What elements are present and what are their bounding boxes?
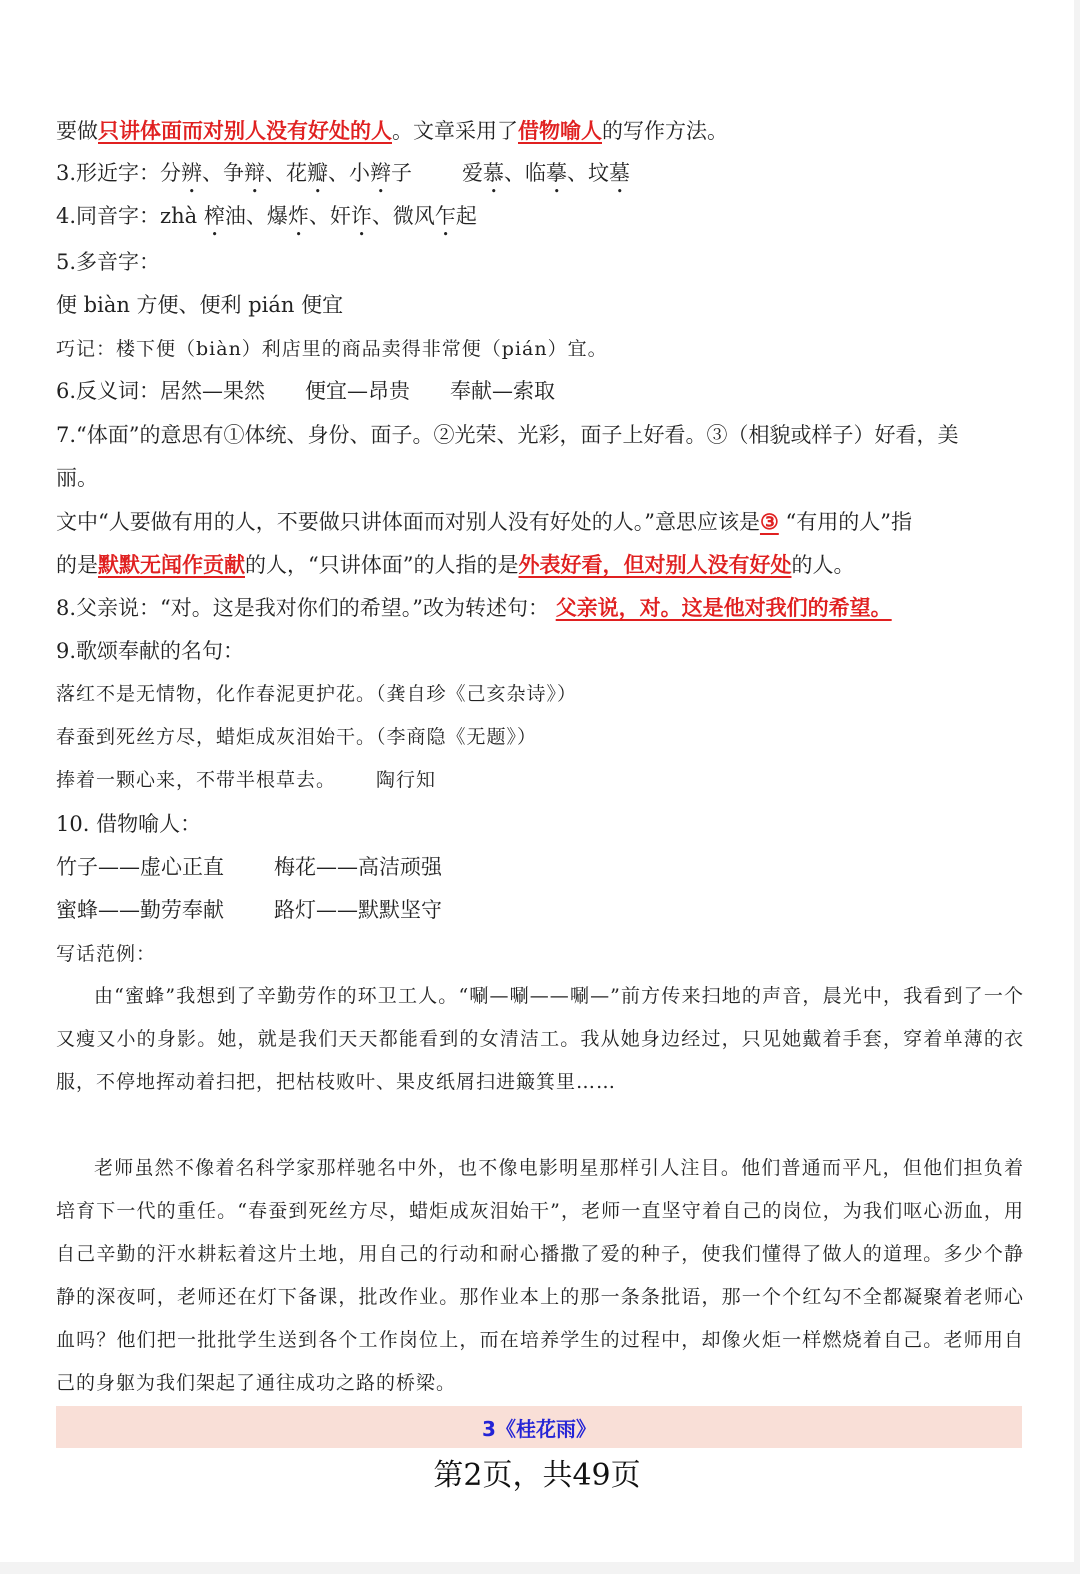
line-7-meaning: 7.“体面”的意思有①体统、身份、面子。②光荣、光彩，面子上好看。③（相貌或样子）好看，美	[56, 423, 959, 447]
line-10-label: 10. 借物喻人：	[56, 812, 202, 836]
line-7-context: 文中“人要做有用的人，不要做只讲体面而对别人没有好处的人。”意思应该是③ “有用的人”指	[56, 509, 912, 534]
line-6-antonyms: 6.反义词：居然—果然 便宜—昂贵 奉献—索取	[56, 379, 556, 403]
page-footer: 第2页，共49页	[433, 1458, 641, 1493]
metaphor-row-2: 蜜蜂——勤劳奉献 路灯——默默坚守	[56, 898, 442, 922]
quote-2: 春蚕到死丝方尽，蜡炬成灰泪始干。（李商隐《无题》）	[56, 726, 538, 748]
line-9-label: 9.歌颂奉献的名句：	[56, 639, 245, 663]
quote-3: 捧着一颗心来，不带半根草去。 陶行知	[56, 769, 437, 791]
line-7-answer: 的是默默无闻作贡献的人，“只讲体面”的人指的是外表好看，但对别人没有好处的人。	[56, 552, 855, 577]
line-7-wrap: 丽。	[56, 466, 98, 490]
line-1: 要做只讲体面而对别人没有好处的人。文章采用了借物喻人的写作方法。	[56, 118, 728, 143]
line-8-indirect-speech: 8.父亲说：“对。这是我对你们的希望。”改为转述句： 父亲说，对。这是他对我们的希望。	[56, 595, 892, 620]
metaphor-row-1: 竹子——虚心正直 梅花——高洁顽强	[56, 855, 442, 879]
quote-1: 落红不是无情物，化作春泥更护花。（龚自珍《己亥杂诗》）	[56, 683, 578, 705]
line-5-mnemonic: 巧记：楼下便（biàn）利店里的商品卖得非常便（pián）宜。	[56, 338, 608, 360]
line-3-similar-chars: 3.形近字：分辨、争辩、花瓣、小辫子 爱慕、临摹、坟墓	[56, 161, 631, 185]
section-heading: 3《桂花雨》	[56, 1406, 1022, 1448]
example-paragraph-2: 老师虽然不像着名科学家那样驰名中外，也不像电影明星那样引人注目。他们普通而平凡，但他们担负着培育下一代的重任。“春蚕到死丝方尽，蜡炬成灰泪始干”，老师一直坚守着自己的岗位，为我们呕心沥血，用自己辛勤的汗水耕耘着这片土地，用自己的行动和耐心播撒了爱的种子，使我们懂得了做人的道理。多少个静静的深夜呵，老师还在灯下备课，批改作业。那作业本上的那一条条批语，那一个个红勾不全都凝聚着老师心血吗？他们把一批批学生送到各个工作岗位上，而在培养学生的过程中，却像火炬一样燃烧着自己。老师用自己的身躯为我们架起了通往成功之路的桥梁。	[56, 1157, 1024, 1394]
writing-example-label: 写话范例：	[56, 943, 157, 965]
line-5-polyphone: 便 biàn 方便、便利 pián 便宜	[56, 293, 344, 317]
example-paragraph-1: 由“蜜蜂”我想到了辛勤劳作的环卫工人。“唰—唰——唰—”前方传来扫地的声音，晨光中，我看到了一个又瘦又小的身影。她，就是我们天天都能看到的女清洁工。我从她身边经过，只见她戴着手套，穿着单薄的衣服，不停地挥动着扫把，把枯枝败叶、果皮纸屑扫进簸箕里……	[56, 985, 1024, 1093]
line-4-homophones: 4.同音字：zhà 榨油、爆炸、奸诈、微风乍起	[56, 204, 477, 228]
line-5-label: 5.多音字：	[56, 250, 161, 274]
